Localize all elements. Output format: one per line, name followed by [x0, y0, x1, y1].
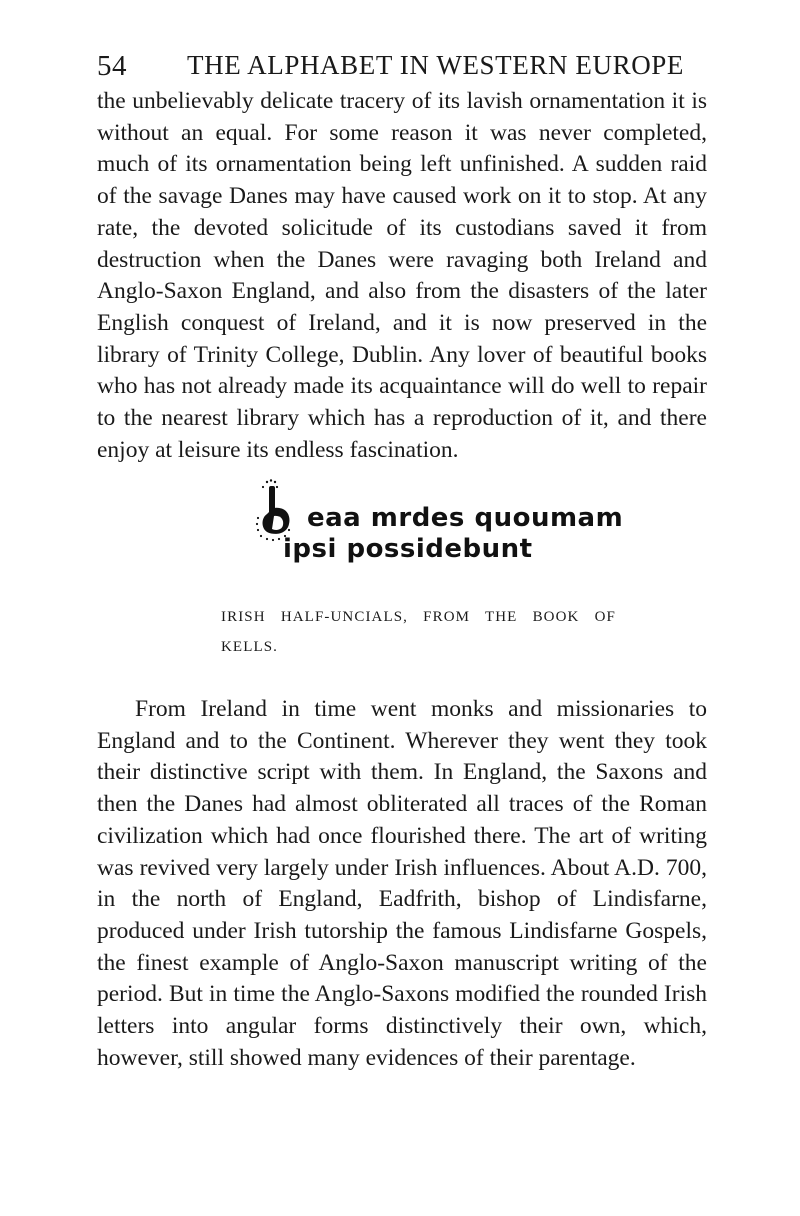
uncial-line-2: ipsi possidebunt	[283, 534, 533, 564]
figure-caption: IRISH HALF-UNCIALS, FROM THE BOOK OF KELLS.	[221, 609, 616, 655]
uncial-script-illustration	[253, 478, 624, 580]
body-paragraph: From Ireland in time went monks and missionaries to England and to the Continent. Wherever they went they took their distinctive script with them. In England, the Saxons and then the Danes had almost obliterated all traces of the Roman civilization which had once flourished there. The art of writing was revived very largely under Irish influences. About A.D. 700, in the north of England, Eadfrith, bishop of Lindisfarne, produced under Irish tutorship the famous Lindisfarne Gospels, the finest example of Anglo-Saxon manuscript writing of the period. But in time the Anglo-Saxons modified the rounded Irish letters into angular forms distinctively their own, which, however, still showed many evidences of their parentage.	[97, 696, 707, 1071]
uncial-line-1: eaa mrdes quoumam	[307, 503, 624, 533]
body-paragraph: the unbelievably delicate tracery of its lavish ornamentation it is without an equal. For some reason it was never completed, much of its ornamentation being left unfinished. A sudden raid of the savage Danes may have caused work on it to stop. At any rate, the devoted solicitude of its custodians saved it from destruction when the Danes were ravaging both Ireland and Anglo-Saxon England, and also from the disasters of the later English conquest of Ireland, and it is now preserved in the library of Trinity College, Dublin. Any lover of beautiful books who has not already made its acquaintance will do well to repair to the nearest library which has a reproduction of it, and there enjoy at leisure its endless fascination.	[97, 88, 707, 463]
page-number: 54	[97, 50, 127, 82]
running-head	[97, 50, 697, 84]
running-title: THE ALPHABET IN WESTERN EUROPE	[187, 50, 684, 80]
